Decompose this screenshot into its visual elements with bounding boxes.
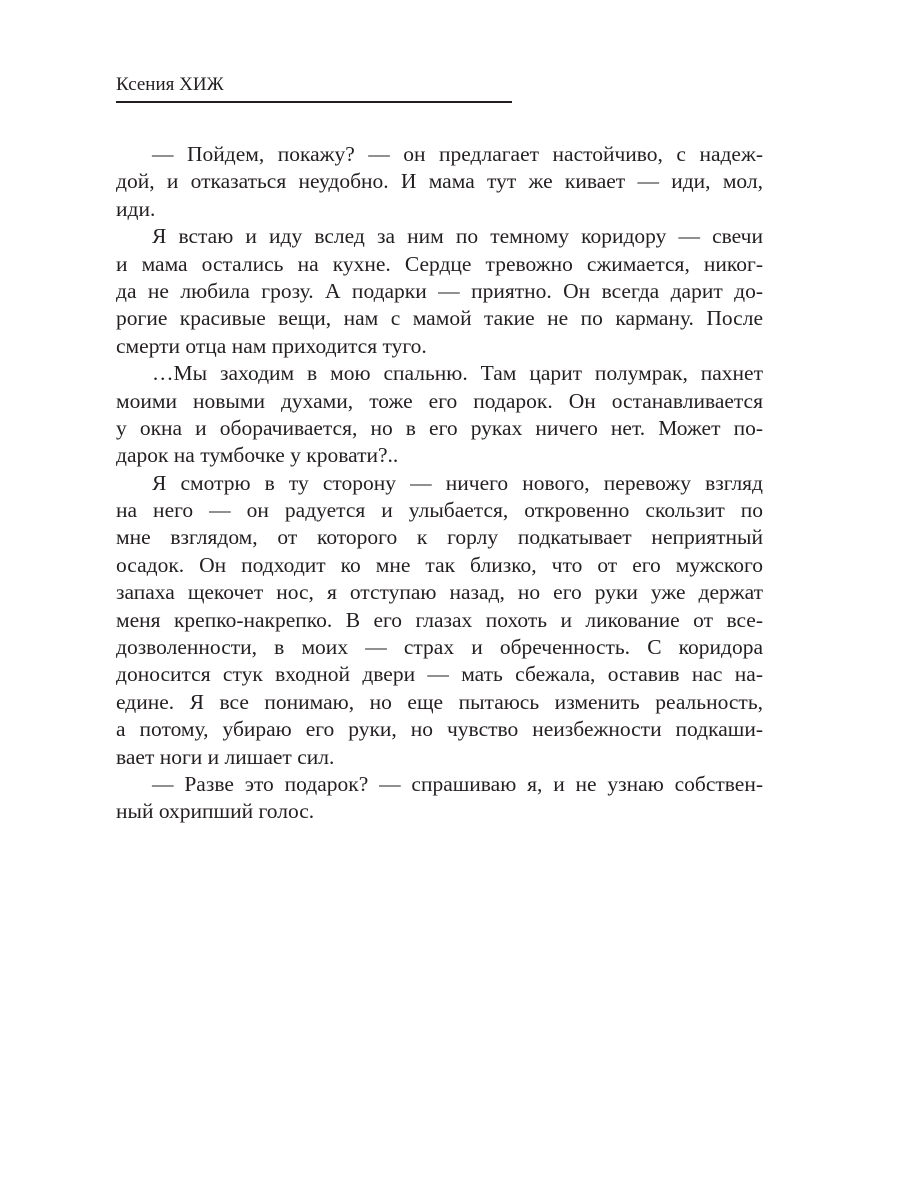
text-line: — Пойдем, покажу? — он предлагает настойчиво, с надеж- — [152, 142, 763, 166]
text-line: и мама остались на кухне. Сердце тревожно сжимается, никог- — [116, 251, 763, 276]
text-line: у окна и оборачивается, но в его руках ничего нет. Может по- — [116, 415, 763, 440]
paragraph — [116, 141, 763, 223]
text-line: дой, и отказаться неудобно. И мама тут же кивает — иди, мол, — [116, 169, 763, 194]
text-line: — Разве это подарок? — спрашиваю я, и не узнаю собствен- — [152, 771, 763, 796]
text-line: Я встаю и иду вслед за ним по темному коридору — свечи — [152, 224, 763, 249]
header-rule — [116, 101, 512, 103]
running-head-author: Ксения ХИЖ — [116, 74, 224, 95]
text-line: моими новыми духами, тоже его подарок. Он останавливается — [116, 388, 763, 413]
text-line: смерти отца нам приходится туго. — [116, 333, 427, 358]
paragraph — [116, 771, 763, 826]
text-line: вает ноги и лишает сил. — [116, 744, 335, 769]
text-line: Я смотрю в ту сторону — ничего нового, перевожу взгляд — [152, 470, 763, 495]
text-line: на него — он радуется и улыбается, откровенно скользит по — [116, 498, 763, 523]
paragraph — [116, 470, 763, 771]
page-body — [116, 141, 763, 826]
text-line: дарок на тумбочке у кровати?.. — [116, 443, 399, 468]
text-line: ный охрипший голос. — [116, 799, 315, 824]
text-line: доносится стук входной двери — мать сбежала, оставив нас на- — [116, 662, 763, 687]
text-line: едине. Я все понимаю, но еще пытаюсь изменить реальность, — [116, 689, 763, 714]
text-line: мне взглядом, от которого к горлу подкатывает неприятный — [116, 525, 763, 550]
text-line: а потому, убираю его руки, но чувство неизбежности подкаши- — [116, 717, 763, 742]
paragraph — [116, 360, 763, 470]
text-line: запаха щекочет нос, я отступаю назад, но его руки уже держат — [116, 580, 763, 605]
text-line: рогие красивые вещи, нам с мамой такие не по карману. После — [116, 306, 763, 331]
text-line: иди. — [116, 196, 156, 221]
text-line: меня крепко-накрепко. В его глазах похоть и ликование от все- — [116, 607, 763, 632]
text-line: да не любила грозу. А подарки — приятно. Он всегда дарит до- — [116, 278, 763, 303]
text-line: осадок. Он подходит ко мне так близко, что от его мужского — [116, 552, 763, 577]
paragraph — [116, 223, 763, 360]
text-line: дозволенности, в моих — страх и обреченность. С коридора — [116, 635, 763, 660]
text-line: …Мы заходим в мою спальню. Там царит полумрак, пахнет — [152, 361, 763, 386]
